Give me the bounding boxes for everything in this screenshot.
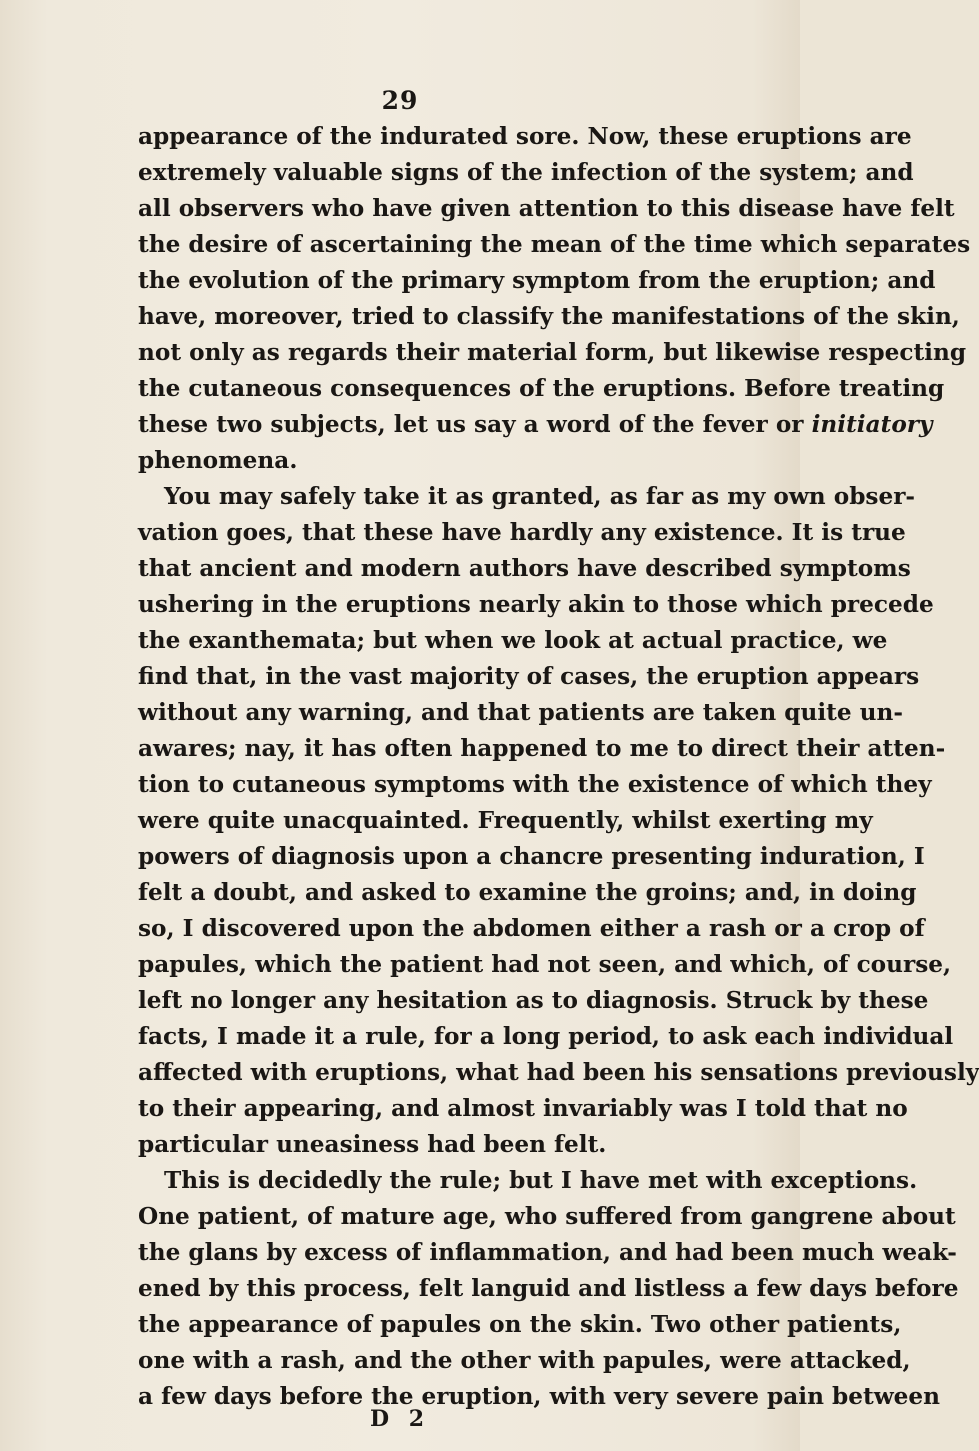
text-line: powers of diagnosis upon a chancre presenting induration, I [138,843,925,870]
text-line: all observers who have given attention to this disease have felt [138,195,955,222]
text-line: tion to cutaneous symptoms with the existence of which they [138,771,932,798]
text-line: without any warning, and that patients are taken quite un- [138,699,904,726]
signature-mark: D 2 [369,1406,431,1432]
text-line: the glans by excess of inflammation, and had been much weak- [138,1239,957,1266]
text-line: that ancient and modern authors have described symptoms [138,555,911,582]
paragraph-first-line: You may safely take it as granted, as far as my own obser- [164,483,916,510]
italic-word: initiatory [811,411,933,438]
text-line: papules, which the patient had not seen, and which, of course, [138,951,952,978]
text-line: phenomena. [138,447,298,474]
text-line: the appearance of papules on the skin. Two other patients, [138,1311,902,1338]
text-line: one with a rash, and the other with papules, were attacked, [138,1347,911,1374]
text-line: felt a doubt, and asked to examine the groins; and, in doing [138,879,917,906]
text-line-fragment: these two subjects, let us say a word of the fever or [138,411,804,438]
text-line: ushering in the eruptions nearly akin to those which precede [138,591,934,618]
text-line: ened by this process, felt languid and listless a few days before [138,1275,959,1302]
text-line: the exanthemata; but when we look at actual practice, we [138,627,888,654]
text-line: facts, I made it a rule, for a long period, to ask each individual [138,1023,954,1050]
text-line-with-italic [138,407,933,443]
text-line: the cutaneous consequences of the eruptions. Before treating [138,375,945,402]
paragraph-first-line: This is decidedly the rule; but I have met with exceptions. [164,1167,918,1194]
text-line: left no longer any hesitation as to diagnosis. Struck by these [138,987,929,1014]
text-line: not only as regards their material form, but likewise respecting [138,339,967,366]
text-line: extremely valuable signs of the infection of the system; and [138,159,914,186]
text-line: have, moreover, tried to classify the manifestations of the skin, [138,303,960,330]
text-line: the evolution of the primary symptom from the eruption; and [138,267,936,294]
text-line: awares; nay, it has often happened to me to direct their atten- [138,735,946,762]
text-line: particular uneasiness had been felt. [138,1131,607,1158]
text-line: the desire of ascertaining the mean of the time which separates [138,231,971,258]
text-line: One patient, of mature age, who suffered from gangrene about [138,1203,956,1230]
text-line: appearance of the indurated sore. Now, these eruptions are [138,123,912,150]
page-number: 29 [381,86,419,115]
text-line: so, I discovered upon the abdomen either a rash or a crop of [138,915,925,942]
text-line: a few days before the eruption, with very severe pain between [138,1383,941,1410]
text-line: affected with eruptions, what had been his sensations previously [138,1059,979,1086]
text-line: vation goes, that these have hardly any existence. It is true [138,519,906,546]
text-line: find that, in the vast majority of cases, the eruption appears [138,663,920,690]
text-line: to their appearing, and almost invariably was I told that no [138,1095,908,1122]
text-line: were quite unacquainted. Frequently, whilst exerting my [138,807,873,834]
